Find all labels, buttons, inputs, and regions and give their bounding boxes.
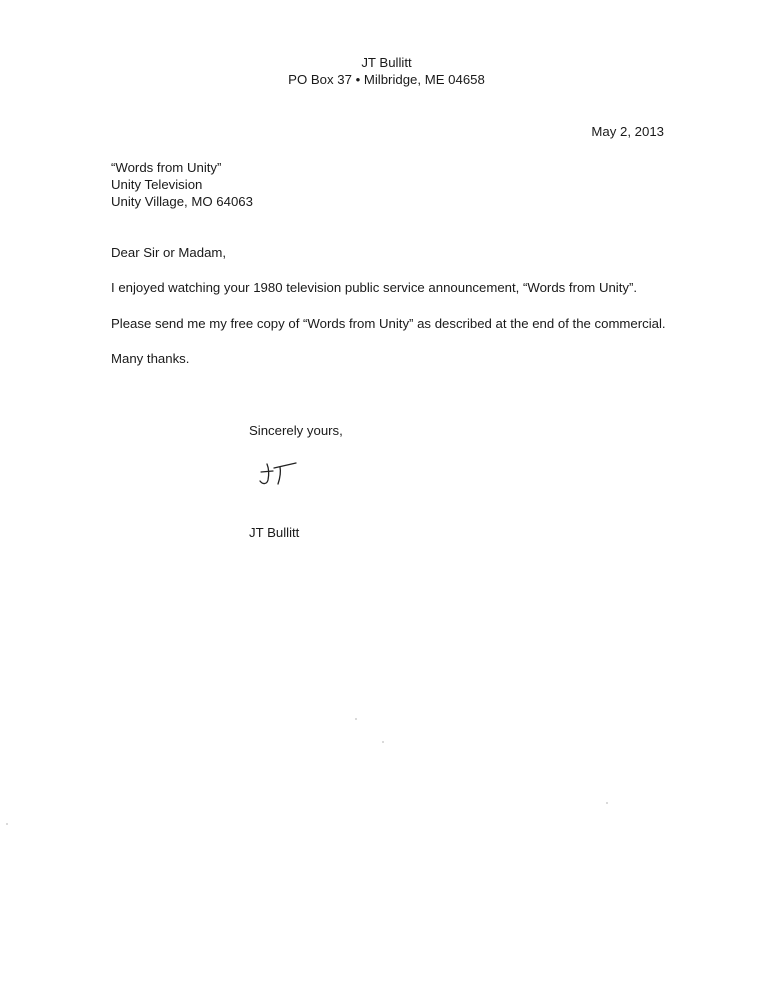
recipient-line-1: “Words from Unity” [111, 160, 222, 175]
handwritten-signature [255, 458, 305, 488]
scan-speck [606, 802, 608, 804]
scan-speck [355, 718, 357, 720]
body-paragraph-1: I enjoyed watching your 1980 television public service announcement, “Words from Unity”. [111, 280, 638, 295]
letter-date: May 2, 2013 [591, 124, 664, 139]
recipient-line-3: Unity Village, MO 64063 [111, 194, 253, 209]
letterhead [0, 54, 773, 88]
closing: Sincerely yours, [249, 423, 343, 438]
salutation: Dear Sir or Madam, [111, 245, 227, 260]
recipient-line-2: Unity Television [111, 177, 203, 192]
letterhead-address: PO Box 37 • Milbridge, ME 04658 [288, 72, 485, 87]
signer-name: JT Bullitt [249, 525, 300, 540]
body-paragraph-2: Please send me my free copy of “Words from Unity” as described at the end of the commercial. [111, 316, 666, 331]
body-paragraph-3: Many thanks. [111, 351, 190, 366]
scan-speck [382, 741, 384, 743]
scan-speck [6, 823, 8, 825]
recipient-address [111, 159, 253, 210]
letterhead-name: JT Bullitt [361, 55, 412, 70]
